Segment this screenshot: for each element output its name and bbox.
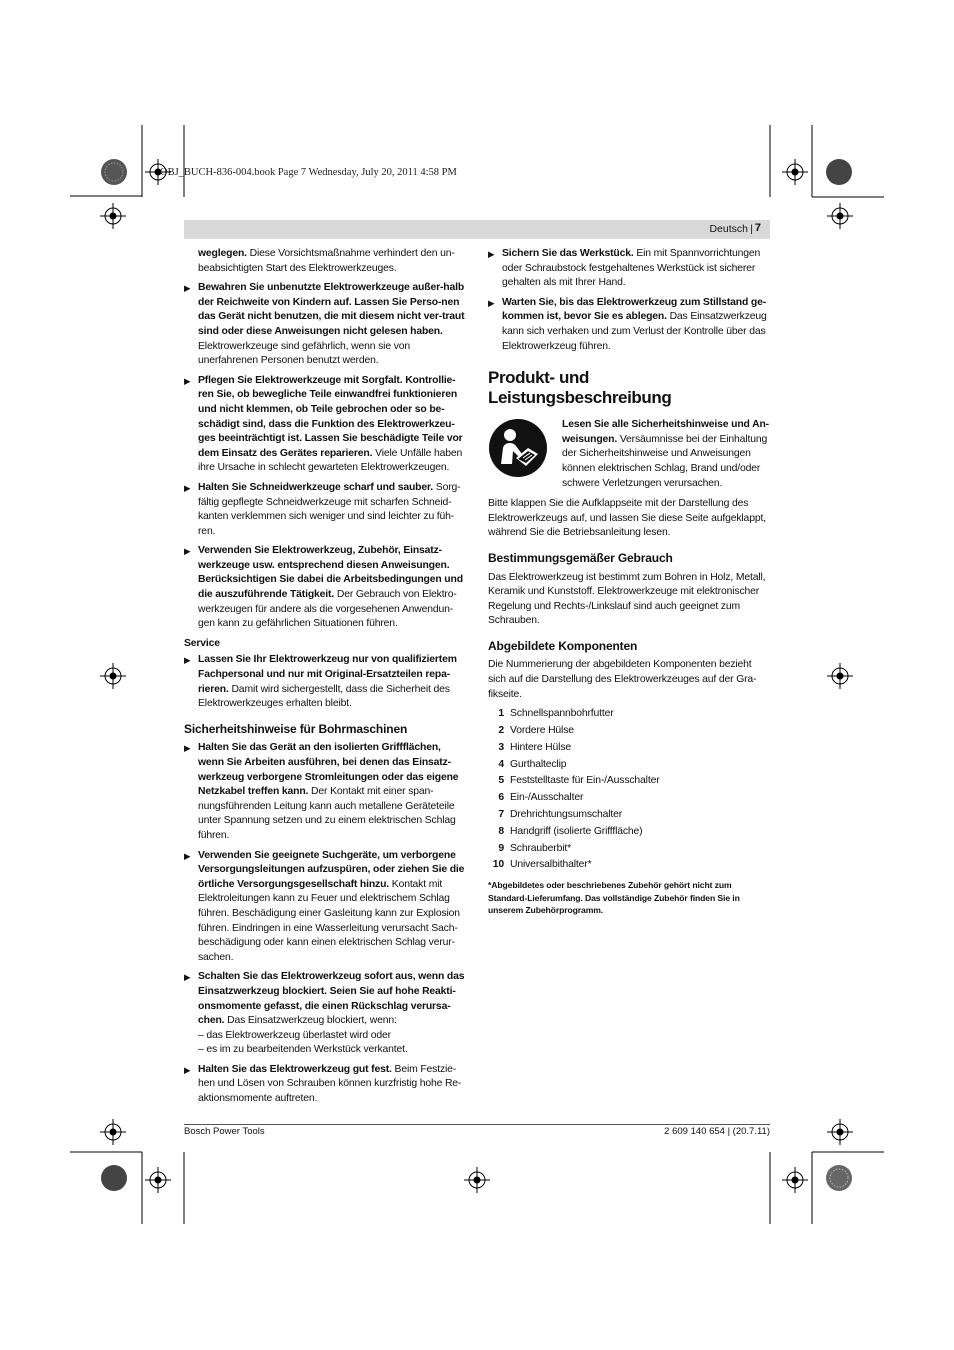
list-item: 7 Drehrichtungsumschalter [498, 809, 623, 821]
bullet-triangle-icon: ▶ [488, 297, 495, 308]
read-instructions-notice [488, 418, 770, 491]
list-item: 9 Schrauberbit* [498, 842, 572, 854]
bullet-item: ▶ Lassen Sie Ihr Elektrowerkzeug nur von qualifiziertem Fachpersonal und nur mit Original-Ersatzteilen repa-rieren. Damit wird sichergestellt, dass die Sicherheit des Elektrowerkzeuges erhalten bleibt. [184, 654, 457, 710]
accessory-footnote: *Abgebildetes oder beschriebenes Zubehör gehört nicht zum Standard-Lieferumfang. Das vollständige Zubehör finden Sie in unserem Zubehörprogramm. [488, 880, 740, 916]
paragraph-continued: weglegen. Diese Vorsichtsmaßnahme verhindert den un-beabsichtigten Start des Elektrowerkzeuges. [198, 248, 455, 274]
list-item: 2 Vordere Hülse [498, 725, 574, 737]
components-intro: Die Nummerierung der abgebildeten Komponenten bezieht sich auf die Darstellung des Elektrowerkzeuges auf der Gra-fikseite. [488, 659, 757, 700]
components-heading: Abgebildete Komponenten [488, 638, 638, 653]
bullet-item: ▶ Sichern Sie das Werkstück. Ein mit Spannvorrichtungen oder Schraubstock festgehaltenes Werkstück ist sicherer gehalten als mit Ihrer Hand. [488, 248, 761, 289]
page-number: 7 [754, 222, 761, 234]
bullet-item: ▶ Halten Sie das Gerät an den isolierten Griffflächen, wenn Sie Arbeiten ausführen, bei denen das Einsatz-werkzeug verborgene Stromleitungen oder das eigene Netzkabel treffen kann. Der Kontakt mit einer span-nungsführenden Leitung kann auch metallene Geräteteile unter Spannung setzen und zu einem elektrischen Schlag führen. [184, 742, 459, 841]
bullet-triangle-icon: ▶ [184, 743, 191, 754]
components-list [488, 707, 770, 875]
list-item: 3 Hintere Hülse [498, 741, 571, 753]
bullet-item: ▶ Verwenden Sie Elektrowerkzeug, Zubehör, Einsatz-werkzeuge usw. entsprechend diesen Anweisungen. Berücksichtigen Sie dabei die Arbeitsbedingungen und die auszuführende Tätigkeit. Der Gebrauch von Elektro-werkzeugen für andere als die vorgesehenen Anwendun-gen kann zu gefährlichen Situationen führen. [184, 545, 463, 630]
intended-use-heading: Bestimmungsgemäßer Gebrauch [488, 550, 673, 565]
dash-item: – es im zu bearbeitenden Werkstück verkantet. [198, 1044, 408, 1056]
list-item: 8 Handgriff (isolierte Grifffläche) [498, 825, 643, 837]
footer-divider [184, 1124, 770, 1125]
bullet-item: ▶ Warten Sie, bis das Elektrowerkzeug zum Stillstand ge-kommen ist, bevor Sie es ablegen. Das Einsatzwerkzeug kann sich verhaken und zum Verlust der Kontrolle über das Elektrowerkzeug führen. [488, 296, 767, 352]
bullet-item: ▶ Bewahren Sie unbenutzte Elektrowerkzeuge außer-halb der Reichweite von Kindern auf. Lassen Sie Perso-nen das Gerät nicht benutzen, die mit diesem nicht ver-traut sind oder diese Anweisungen nicht gelesen haben. Elektrowerkzeuge sind gefährlich, wenn sie von unerfahrenen Personen benutzt werden. [184, 282, 465, 367]
bullet-triangle-icon: ▶ [184, 850, 191, 861]
section-title: Produkt- und Leistungsbeschreibung [488, 368, 672, 408]
bullet-item: ▶ Halten Sie das Elektrowerkzeug gut fest. Beim Festzie-hen und Lösen von Schrauben können kurzfristig hohe Re-aktionsmomente auftreten. [184, 1063, 462, 1105]
bullet-triangle-icon: ▶ [184, 283, 191, 294]
dash-item: – das Elektrowerkzeug überlastet wird oder [198, 1029, 391, 1041]
intended-use-text: Das Elektrowerkzeug ist bestimmt zum Bohren in Holz, Metall, Keramik und Kunststoff. Elektrowerkzeuge mit elektronischer Regelung und Rechts-/Linkslauf sind auch geeignet zum Schrauben. [488, 571, 766, 627]
bullet-triangle-icon: ▶ [184, 375, 191, 386]
notice-text: Lesen Sie alle Sicherheitshinweise und An-weisungen. Versäumnisse bei der Einhaltung der Sicherheitshinweise und Anweisungen können elektrischen Schlag, Brand und/oder schwere Verletzungen verursachen. [562, 419, 769, 489]
bullet-triangle-icon: ▶ [184, 1064, 191, 1075]
footer-document-number: 2 609 140 654 | (20.7.11) [664, 1126, 770, 1137]
list-item: 6 Ein-/Ausschalter [498, 792, 584, 804]
bullet-triangle-icon: ▶ [184, 546, 191, 557]
service-heading: Service [184, 637, 220, 649]
list-item: 1 Schnellspannbohrfutter [498, 708, 614, 720]
bullet-item: ▶ Verwenden Sie geeignete Suchgeräte, um verborgene Versorgungsleitungen aufzuspüren, oder ziehen Sie die örtliche Versorgungsgesellschaft hinzu. Kontakt mit Elektroleitungen kann zu Feuer und elektrischem Schlag führen. Beschädigung einer Gasleitung kann zur Explosion führen. Eindringen in eine Wasserleitung verursacht Sach-beschädigung oder kann einen elektrischen Schlag verur-sachen. [184, 849, 465, 963]
bullet-item: ▶ Pflegen Sie Elektrowerkzeuge mit Sorgfalt. Kontrollie-ren Sie, ob bewegliche Teile einwandfrei funktionieren und nicht klemmen, ob Teile gebrochen oder so be-schädigt sind, dass die Funktion des Elektrowerkzeu-ges beeinträchtigt ist. Lassen Sie beschädigte Teile vor dem Einsatz des Gerätes reparieren. Viele Unfälle haben ihre Ursache in schlecht gewarteten Elektrowerkzeugen. [184, 374, 463, 474]
left-column [184, 247, 466, 1112]
bullet-triangle-icon: ▶ [184, 482, 191, 493]
bullet-triangle-icon: ▶ [184, 655, 191, 666]
bullet-item: ▶ Halten Sie Schneidwerkzeuge scharf und sauber. Sorg-fältig gepflegte Schneidwerkzeuge mit scharfen Schneid-kanten verklemmen sich weniger und sind leichter zu füh-ren. [184, 481, 461, 537]
bullet-triangle-icon: ▶ [488, 249, 495, 259]
bullet-item: ▶ Schalten Sie das Elektrowerkzeug sofort aus, wenn das Einsatzwerkzeug blockiert. Seien Sie auf hohe Reakti-onsmomente gefasst, die einen Rückschlag verursa-chen. Das Einsatzwerkzeug blockiert, wenn: – das Elektrowerkzeug überlastet wird oder – es im zu bearbeitenden Werkstück verkantet. [184, 971, 465, 1056]
read-manual-icon [488, 418, 548, 478]
print-slug: OBJ_BUCH-836-004.book Page 7 Wednesday, July 20, 2011 4:58 PM [160, 167, 457, 178]
bullet-triangle-icon: ▶ [184, 972, 191, 983]
header-language: Deutsch [709, 223, 748, 235]
list-item: 10 Universalbithalter* [492, 859, 592, 871]
list-item: 5 Feststelltaste für Ein-/Ausschalter [498, 775, 660, 787]
fold-out-instruction: Bitte klappen Sie die Aufklappseite mit der Darstellung des Elektrowerkzeugs auf, und lassen Sie diese Seite aufgeklappt, während Sie die Betriebsanleitung lesen. [488, 498, 766, 539]
right-column [488, 247, 770, 917]
drill-safety-heading: Sicherheitshinweise für Bohrmaschinen [184, 721, 408, 736]
list-item: 4 Gurthalteclip [498, 758, 567, 770]
page-header-bar [184, 220, 770, 239]
header-separator: | [750, 223, 753, 235]
footer-brand: Bosch Power Tools [184, 1126, 265, 1137]
